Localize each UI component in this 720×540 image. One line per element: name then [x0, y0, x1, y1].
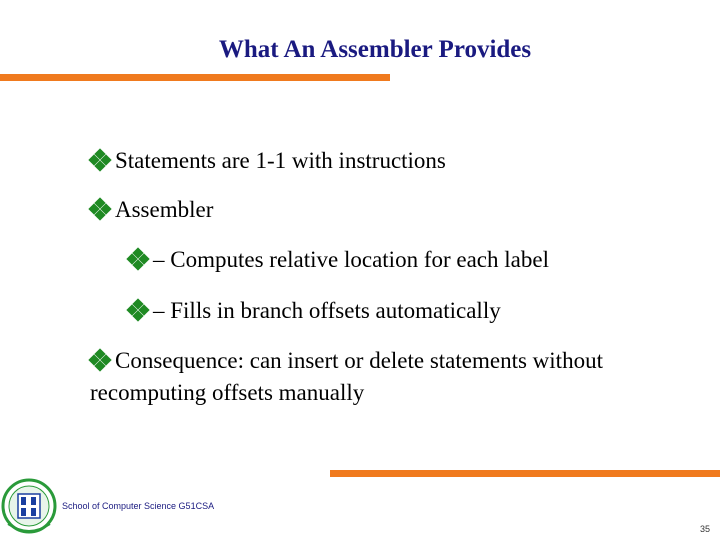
bullet-text: – Fills in branch offsets automatically: [153, 298, 501, 323]
bullet-item: [90, 145, 446, 177]
page-number: 35: [699, 524, 710, 534]
slide-title: What An Assembler Provides: [218, 36, 532, 63]
bullet-text: Consequence: can insert or delete statements without recomputing offsets manually: [90, 348, 603, 405]
bullet-text: – Computes relative location for each label: [153, 247, 549, 272]
diamond-bullet-icon: [90, 150, 110, 170]
sub-bullet-item: [128, 295, 501, 327]
university-crest-logo: [0, 466, 58, 538]
diamond-bullet-icon: [90, 199, 110, 219]
diamond-bullet-icon: [128, 249, 148, 269]
bullet-text: Assembler: [115, 197, 214, 222]
footer-text: School of Computer Science G51CSA: [62, 501, 215, 511]
diamond-bullet-icon: [90, 350, 110, 370]
diamond-bullet-icon: [128, 300, 148, 320]
accent-bar-top: [0, 74, 390, 81]
bullet-item: [90, 345, 650, 409]
bullet-text: Statements are 1-1 with instructions: [115, 148, 446, 173]
bullet-item: [90, 194, 213, 226]
sub-bullet-item: [128, 244, 549, 276]
accent-bar-bottom: [330, 470, 720, 477]
